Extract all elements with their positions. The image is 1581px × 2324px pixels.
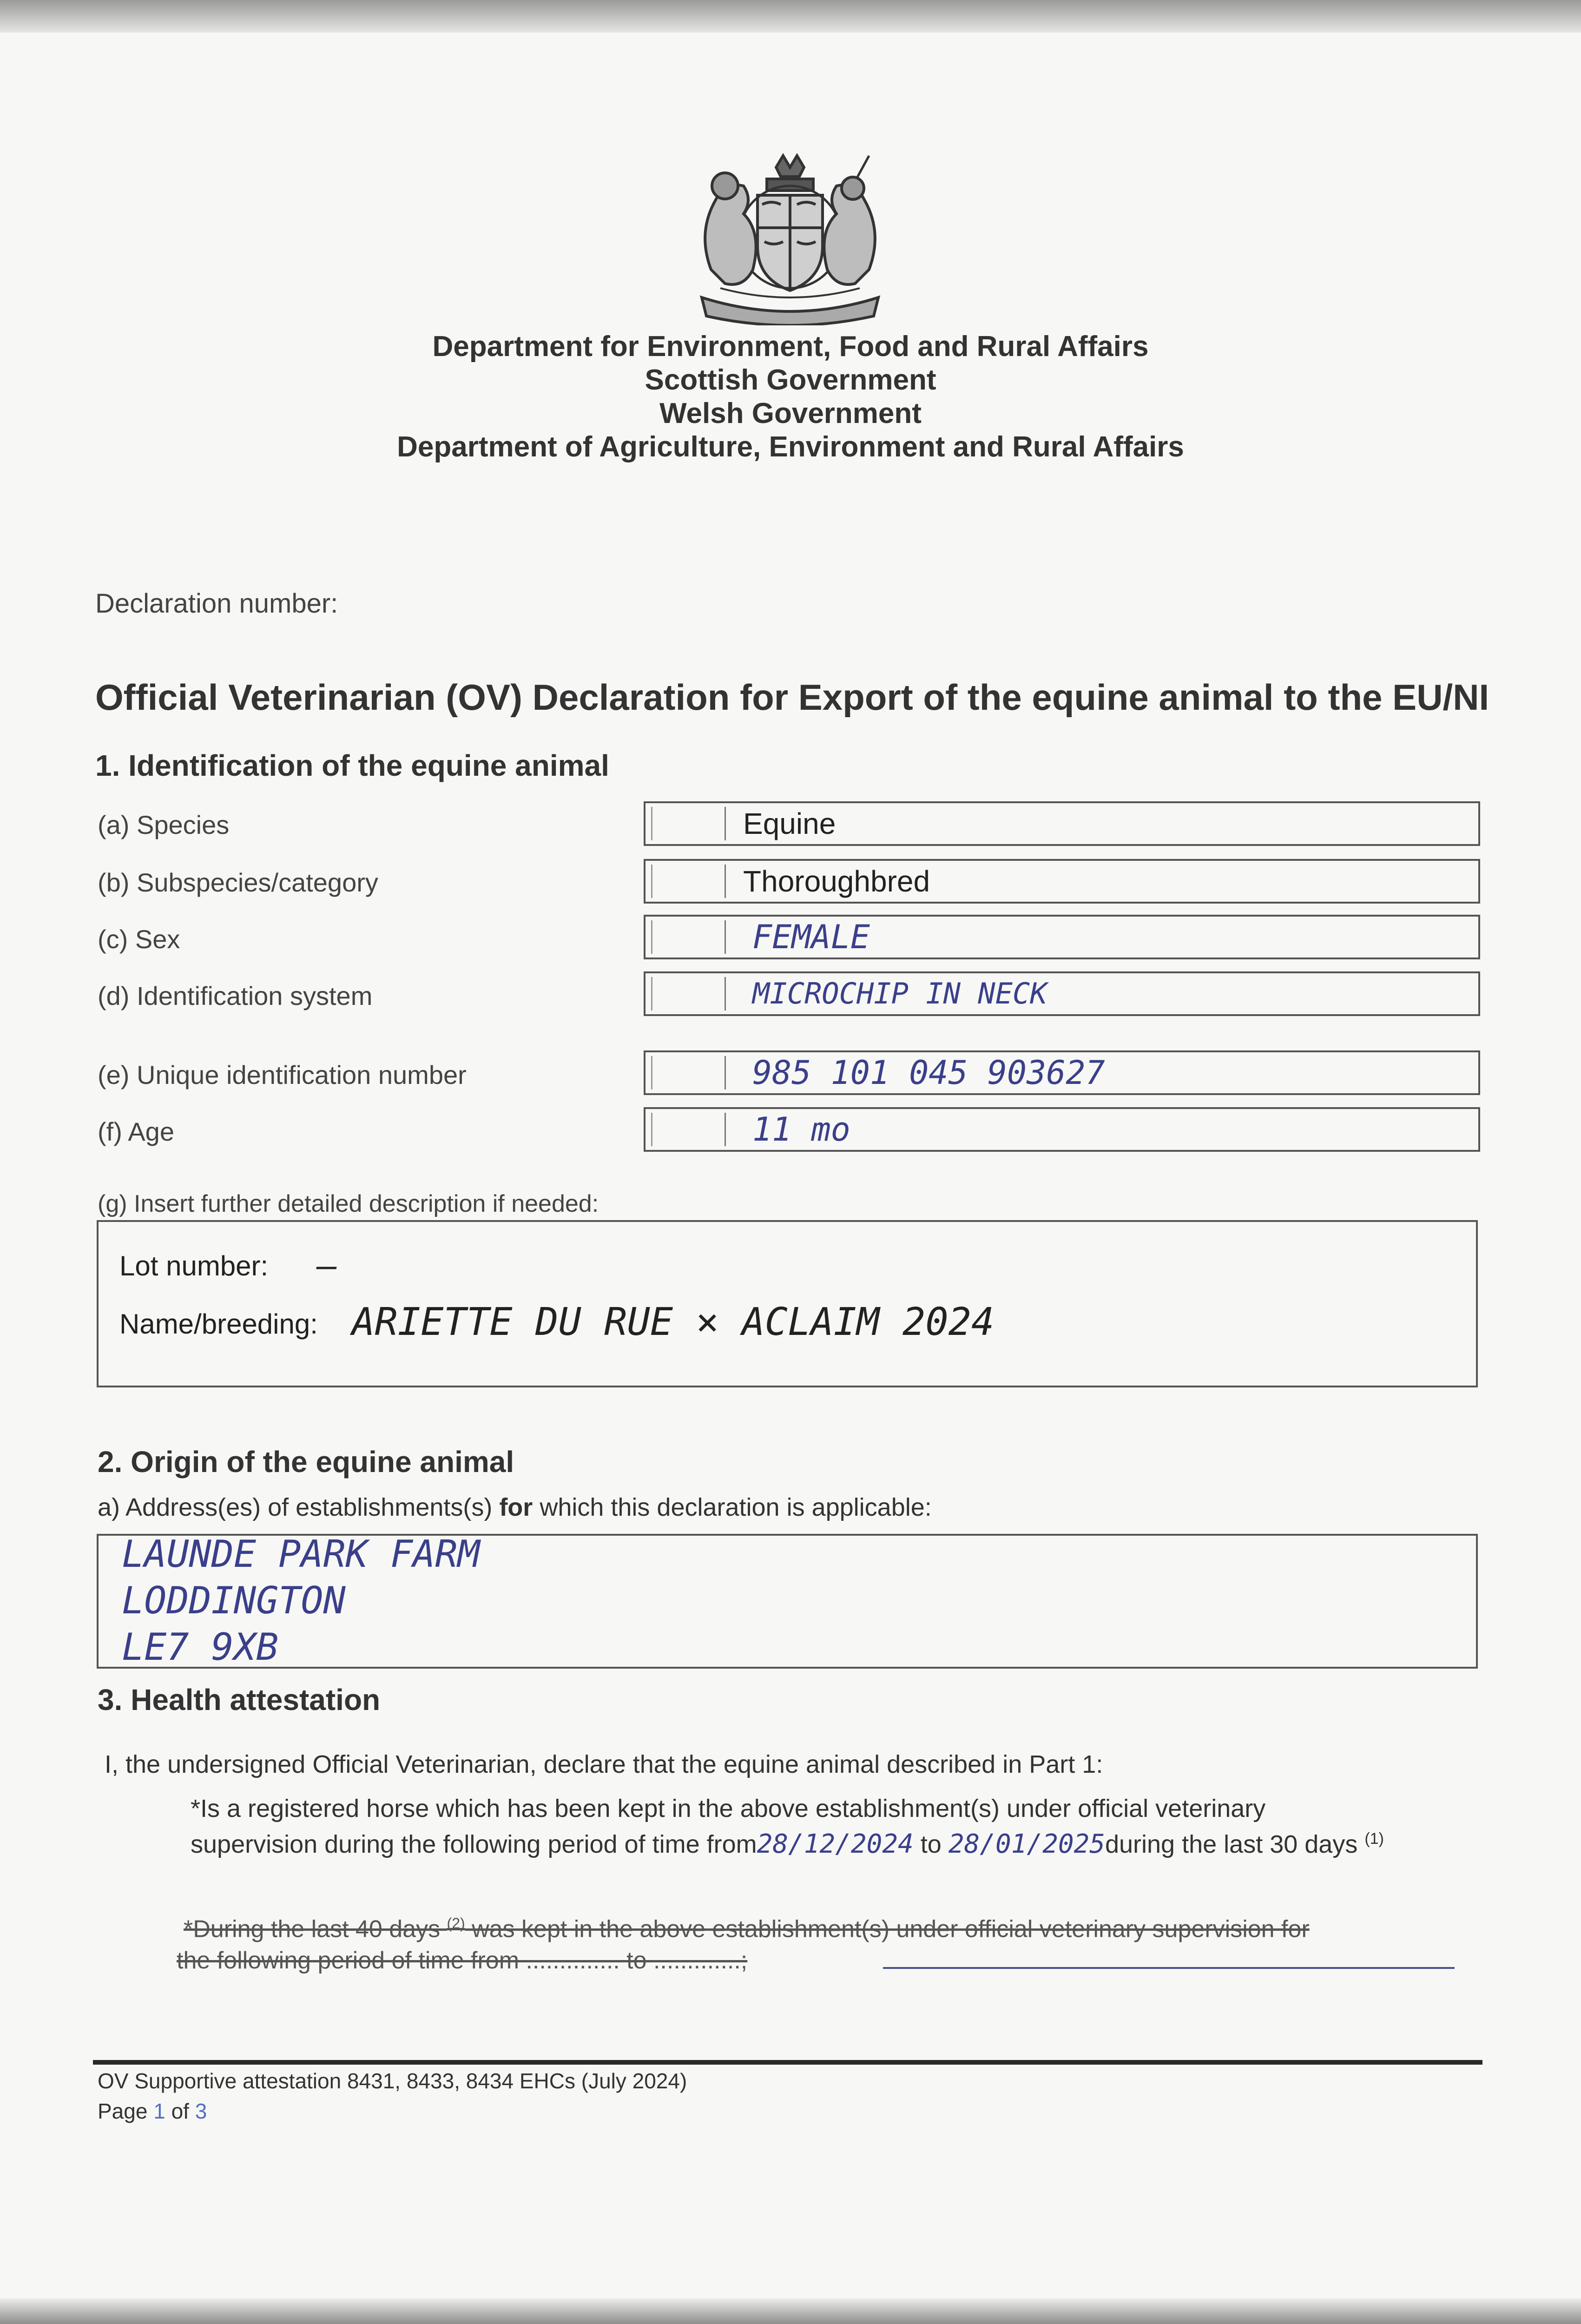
scan-top-shadow [0,0,1581,33]
address-line: LODDINGTON [122,1579,346,1622]
section-3-heading: 3. Health attestation [98,1683,381,1717]
species-field[interactable] [644,801,1480,846]
field-inner-box [651,865,726,898]
age-label: (f) Age [98,1117,174,1146]
date-from-value: 28/12/2024 [757,1829,914,1859]
sex-field[interactable] [644,915,1480,959]
strike-through-line [883,1967,1455,1969]
field-inner-box [651,1056,726,1089]
name-breeding-value: ARIETTE DU RUE × ACLAIM 2024 [352,1300,995,1344]
field-inner-box [651,807,726,840]
identification-system-value: MICROCHIP IN NECK [752,977,1047,1010]
section-1-heading: 1. Identification of the equine animal [95,749,609,782]
address-line: LAUNDE PARK FARM [122,1532,480,1576]
identification-system-label: (d) Identification system [98,981,373,1010]
species-value: Equine [743,807,836,840]
department-line: Scottish Government [645,364,936,396]
species-label: (a) Species [98,810,230,839]
address-line: LE7 9XB [122,1625,279,1669]
unique-id-field[interactable] [644,1050,1480,1095]
statement-1-pre: supervision during the following period of time from [191,1830,757,1858]
page-number [98,2099,207,2124]
declaration-number-label: Declaration number: [95,588,338,619]
page-word: Page [98,2099,154,2123]
field-inner-box [651,1113,726,1146]
unique-id-value: 985 101 045 903627 [752,1054,1105,1092]
establishment-address-box[interactable] [97,1534,1478,1669]
identification-system-field[interactable] [644,971,1480,1016]
address-instruction [98,1493,932,1522]
page-current: 1 [153,2099,165,2123]
department-line: Welsh Government [659,397,922,429]
page-total: 3 [195,2099,207,2123]
footer-attestation: OV Supportive attestation 8431, 8433, 8434 EHCs (July 2024) [98,2069,687,2093]
footnote-2-marker: (2) [447,1915,465,1932]
of-word: of [165,2099,195,2123]
field-inner-box [651,977,726,1010]
sex-label: (c) Sex [98,924,180,954]
footnote-1-marker: (1) [1364,1830,1384,1848]
age-field[interactable] [644,1107,1480,1152]
further-description-label: (g) Insert further detailed description if needed: [98,1190,599,1217]
field-inner-box [651,920,726,954]
address-instruction-bold: for [499,1493,533,1521]
department-line: Department for Environment, Food and Rural Affairs [432,330,1149,363]
sex-value: FEMALE [752,918,870,956]
subspecies-value: Thoroughbred [743,865,930,898]
department-line: Department of Agriculture, Environment and Rural Affairs [397,431,1184,463]
statement-2-line-2: the following period of time from .............. to .............; [177,1947,748,1974]
unique-id-label: (e) Unique identification number [98,1060,467,1089]
statement-1-to: to [913,1830,949,1858]
document-title: Official Veterinarian (OV) Declaration for Export of the equine animal to the EU/NI [95,677,1489,718]
statement-1-line-1: *Is a registered horse which has been kept in the above establishment(s) under official veterinary [191,1795,1266,1822]
statement-1-post: during the last 30 days [1105,1830,1358,1858]
statement-1-line-2 [191,1829,1384,1859]
age-value: 11 mo [752,1110,850,1149]
attestation-intro: I, the undersigned Official Veterinarian, declare that the equine animal described in Part 1: [105,1750,1103,1778]
address-instruction-post: which this declaration is applicable: [533,1493,932,1521]
date-to-value: 28/01/2025 [948,1829,1105,1859]
address-instruction-pre: a) Address(es) of establishments(s) [98,1493,500,1521]
royal-coat-of-arms-seal [683,149,897,325]
subspecies-field[interactable] [644,859,1480,904]
statement-2-post: was kept in the above establishment(s) under official veterinary supervision for [465,1915,1310,1943]
name-breeding-label: Name/breeding: [119,1308,318,1340]
lot-number-label: Lot number: [119,1250,269,1281]
footer-rule [93,2060,1482,2065]
statement-2-line-1 [184,1915,1310,1943]
subspecies-label: (b) Subspecies/category [98,868,378,897]
section-2-heading: 2. Origin of the equine animal [98,1445,514,1479]
issuing-departments [0,330,1581,464]
further-description-box[interactable] [97,1220,1478,1387]
lot-number-value: — [317,1246,337,1285]
scan-bottom-shadow [0,2298,1581,2324]
statement-2-pre: *During the last 40 days [184,1915,447,1943]
